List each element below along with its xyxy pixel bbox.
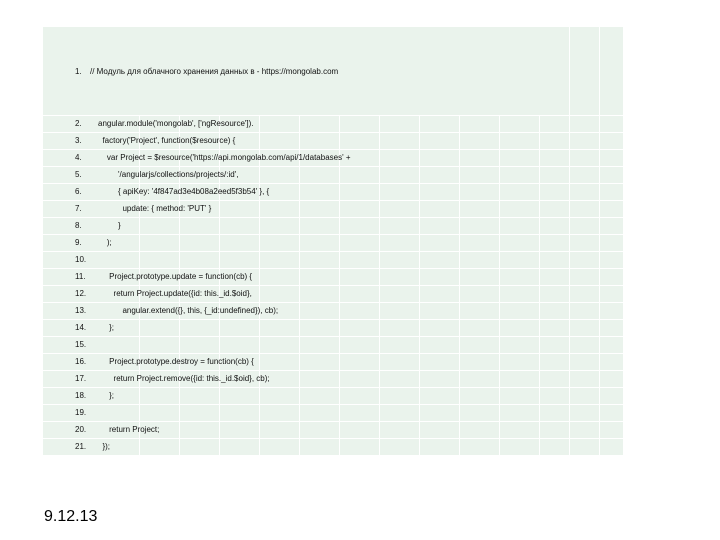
line-number: 10. <box>75 255 87 264</box>
code-line-row <box>43 387 623 404</box>
code-text: factory('Project', function($resource) { <box>98 136 236 145</box>
code-table <box>43 27 623 456</box>
code-text: return Project; <box>98 425 160 434</box>
code-line-row <box>43 438 623 455</box>
code-text: update: { method: 'PUT' } <box>98 204 212 213</box>
code-text: Project.prototype.update = function(cb) { <box>98 272 253 281</box>
code-line-row <box>43 285 623 302</box>
line-number: 18. <box>75 391 87 400</box>
code-line-row <box>43 353 623 370</box>
line-number: 17. <box>75 374 87 383</box>
code-line-row <box>43 268 623 285</box>
code-line-row <box>43 421 623 438</box>
code-text: return Project.update({id: this._id.$oid}, <box>98 289 252 298</box>
line-number: 1. <box>75 66 82 76</box>
code-text: return Project.remove({id: this._id.$oid}, cb); <box>98 374 270 383</box>
code-text: }; <box>98 391 115 400</box>
code-text: { apiKey: '4f847ad3e4b08a2eed5f3b54' }, { <box>98 187 270 196</box>
line-number: 19. <box>75 408 87 417</box>
line-number: 6. <box>75 187 82 196</box>
code-text: Project.prototype.destroy = function(cb) { <box>98 357 254 366</box>
code-line-row <box>43 115 623 132</box>
line-number: 15. <box>75 340 87 349</box>
code-line-row <box>43 404 623 421</box>
slide-date: 9.12.13 <box>44 508 98 525</box>
code-text: '/angularjs/collections/projects/:id', <box>98 170 239 179</box>
line-number: 11. <box>75 272 86 281</box>
code-line-row <box>43 200 623 217</box>
code-line-row <box>43 217 623 234</box>
line-number: 13. <box>75 306 87 315</box>
code-text: var Project = $resource('https://api.mongolab.com/api/1/databases' + <box>98 153 351 162</box>
code-line-row <box>43 251 623 268</box>
code-line-row <box>43 319 623 336</box>
line-number: 12. <box>75 289 87 298</box>
line-number: 3. <box>75 136 82 145</box>
code-line-row <box>43 166 623 183</box>
code-comment: // Модуль для облачного хранения данных в - https://mongolab.com <box>90 66 339 76</box>
code-line-row <box>43 370 623 387</box>
code-text: } <box>98 221 121 230</box>
code-line-row <box>43 132 623 149</box>
code-line-row <box>43 336 623 353</box>
code-line-row <box>43 149 623 166</box>
line-number: 5. <box>75 170 82 179</box>
line-number: 16. <box>75 357 87 366</box>
line-number: 9. <box>75 238 82 247</box>
code-header-row <box>43 27 623 115</box>
code-text: angular.module('mongolab', ['ngResource']). <box>98 119 254 128</box>
code-text: }); <box>98 442 111 451</box>
code-line-row <box>43 234 623 251</box>
line-number: 8. <box>75 221 82 230</box>
table-row-divider <box>43 455 623 456</box>
line-number: 14. <box>75 323 87 332</box>
code-line-row <box>43 302 623 319</box>
line-number: 4. <box>75 153 82 162</box>
code-text: angular.extend({}, this, {_id:undefined}), cb); <box>98 306 279 315</box>
line-number: 2. <box>75 119 82 128</box>
code-text: ); <box>98 238 112 247</box>
line-number: 21. <box>75 442 87 451</box>
code-text: }; <box>98 323 115 332</box>
line-number: 20. <box>75 425 87 434</box>
line-number: 7. <box>75 204 82 213</box>
code-line-row <box>43 183 623 200</box>
